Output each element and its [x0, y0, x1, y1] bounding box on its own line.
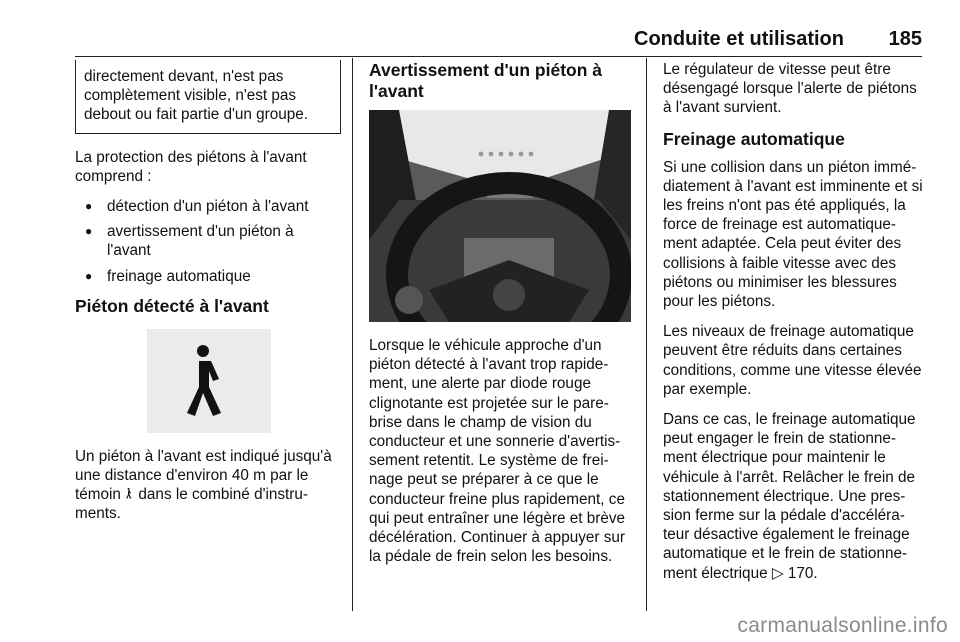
braking-paragraph: Si une collision dans un piéton immé-diatement à l'avant est imminente et si les freins n'ont pas été appliqués, la force de freinage est automatique-ment adaptée. Cela peut éviter des collisions à faible vitesse avec des piétons ou minimiser les blessures pour les piétons.	[663, 158, 923, 311]
warning-paragraph: Lorsque le véhicule approche d'un piéton détecté à l'avant trop rapide-ment, une alerte par diode rouge clignotante est projetée sur le pare-brise dans le champ de vision du conducteur et une sonnerie d'avertis-sement retentit. Le système de frei-nage peut se préparer à ce que le conducteur freine plus rapidement, ce qui peut entraîner une légère et brève décélération. Continuer à appuyer sur la pédale de frein selon les besoins.	[369, 337, 625, 566]
list-item: ● freinage automatique	[75, 267, 341, 286]
list-item: ● détection d'un piéton à l'avant	[75, 197, 341, 216]
arrow-icon: ▷	[771, 564, 784, 582]
section-heading: Avertissement d'un piéton à l'avant	[369, 60, 603, 101]
list-item: ● avertissement d'un piéton à l'avant	[75, 222, 341, 260]
pedestrian-icon	[147, 329, 271, 433]
column-3	[663, 60, 929, 594]
page-reference-link[interactable]: ▷ 170.	[771, 564, 818, 582]
column-1	[75, 60, 341, 535]
page-header	[75, 26, 922, 57]
page-number: 185	[888, 28, 922, 50]
column-2	[369, 60, 633, 577]
column-divider	[352, 58, 353, 611]
braking-levels-paragraph: Les niveaux de freinage automatique peuvent être réduits dans certaines conditions, comme une vitesse élevée par exemple.	[663, 323, 922, 398]
continued-note-box: directement devant, n'est pas complètement visible, n'est pas debout ou fait partie d'un groupe.	[75, 60, 341, 134]
column-divider	[646, 58, 647, 611]
watermark: carmanualsonline.info	[737, 614, 948, 637]
section-heading: Freinage automatique	[663, 128, 845, 149]
cruise-paragraph: Le régulateur de vitesse peut être désengagé lorsque l'alerte de piétons à l'avant survient.	[663, 61, 917, 117]
feature-list	[75, 197, 341, 286]
detection-paragraph: Un piéton à l'avant est indiqué jusqu'à une distance d'environ 40 m par le témoin dans le combiné d'instru-ments.	[75, 447, 332, 523]
pedestrian-icon	[125, 487, 134, 500]
section-title: Conduite et utilisation	[634, 28, 844, 50]
parking-brake-paragraph: Dans ce cas, le freinage automatique peut engager le frein de stationne-ment électrique pour maintenir le véhicule à l'arrêt. Relâcher le frein de stationnement électrique. Une pres-sion ferme sur la pédale d'accéléra-teur désactive également le freinage automatique et le frein de stationne-ment électrique ▷ 170.	[663, 411, 916, 582]
dashboard-steering-wheel-image	[369, 110, 631, 322]
intro-paragraph: La protection des piétons à l'avant comprend :	[75, 148, 307, 185]
section-heading: Piéton détecté à l'avant	[75, 295, 269, 316]
